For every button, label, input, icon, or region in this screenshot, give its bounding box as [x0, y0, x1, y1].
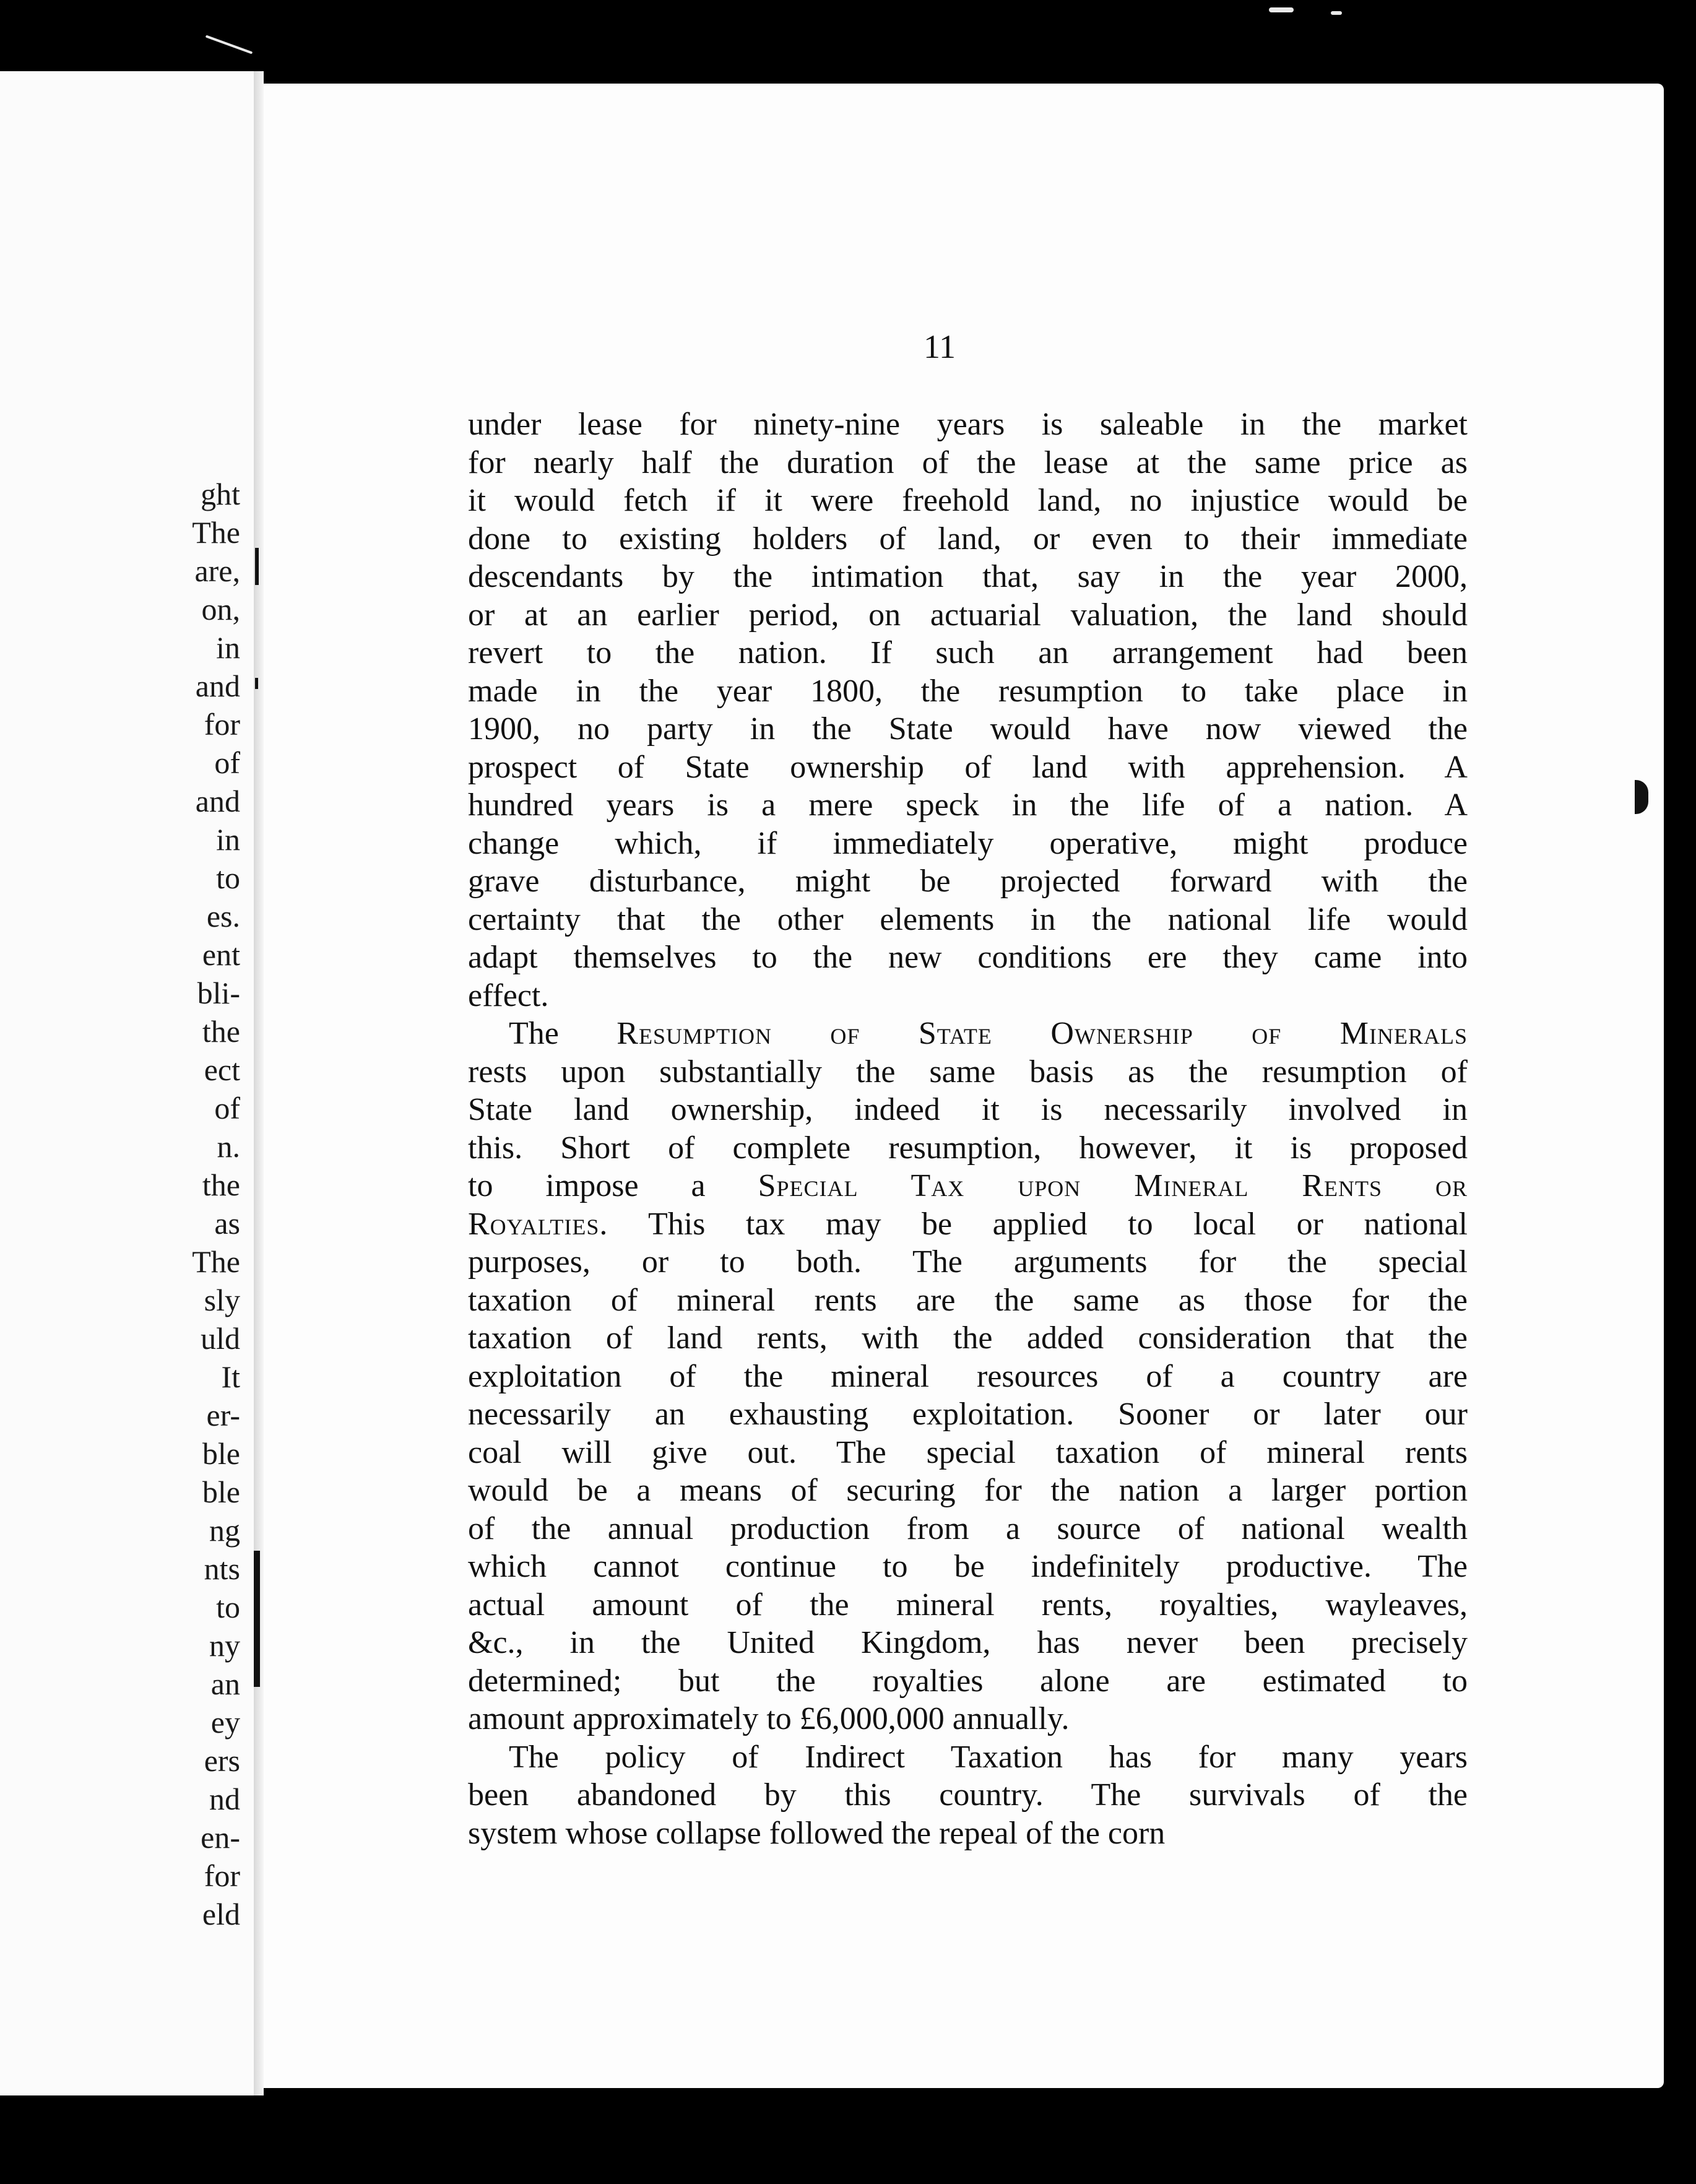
left-page-line: It: [221, 1359, 240, 1394]
text-line: this. Short of complete resumption, however, it is proposed: [468, 1130, 1468, 1166]
left-page-line: n.: [217, 1129, 240, 1164]
paragraph: [468, 405, 1468, 1015]
text-line: would be a means of securing for the nation a larger portion: [468, 1473, 1468, 1508]
left-page: [0, 71, 256, 2095]
text-line: effect.: [468, 977, 549, 1013]
text-line: grave disturbance, might be projected forward with the: [468, 864, 1468, 899]
text-line: taxation of mineral rents are the same as those for the: [468, 1282, 1468, 1318]
text-line: actual amount of the mineral rents, royalties, wayleaves,: [468, 1587, 1468, 1623]
left-page-line: and: [195, 669, 240, 703]
text-line: of the annual production from a source of national wealth: [468, 1510, 1468, 1546]
gutter-mark: [254, 1625, 260, 1687]
text-line: certainty that the other elements in the national life would: [468, 901, 1468, 937]
text-line: prospect of State ownership of land with apprehension. A: [468, 749, 1468, 785]
left-page-line: ect: [204, 1052, 240, 1087]
text-line: The policy of Indirect Taxation has for many years: [509, 1739, 1468, 1775]
text-run: This tax may be applied to local or national: [608, 1206, 1468, 1242]
left-page-line: nd: [209, 1782, 240, 1816]
scan-speck: [1269, 7, 1294, 12]
left-page-line: uld: [201, 1321, 240, 1356]
left-page-line: sly: [204, 1283, 240, 1317]
text-line: been abandoned by this country. The survivals of the: [468, 1777, 1468, 1813]
left-page-line: of: [214, 1091, 240, 1125]
page-edge-mark: [1635, 780, 1648, 814]
left-page-text-edge: [154, 475, 240, 1933]
left-page-line: to: [216, 1590, 240, 1624]
gutter-mark: [254, 1551, 260, 1631]
text-line: made in the year 1800, the resumption to take place in: [468, 673, 1468, 709]
text-line: done to existing holders of land, or even to their immediate: [468, 521, 1468, 557]
left-page-line: for: [204, 1858, 240, 1893]
text-line: change which, if immediately operative, might produce: [468, 825, 1468, 861]
left-page-line: the: [202, 1014, 240, 1049]
left-page-line: nts: [204, 1551, 240, 1586]
text-line: exploitation of the mineral resources of a country are: [468, 1358, 1468, 1394]
left-page-line: The: [192, 515, 240, 550]
text-line: State land ownership, indeed it is necessarily involved in: [468, 1092, 1468, 1127]
left-page-line: on,: [201, 592, 240, 626]
left-page-line: of: [214, 745, 240, 780]
text-line: revert to the nation. If such an arrangement had been: [468, 635, 1468, 670]
left-page-line: to: [216, 860, 240, 895]
left-page-line: ent: [202, 937, 240, 972]
scan-speck: [1331, 11, 1342, 15]
left-page-line: bli-: [197, 976, 240, 1010]
small-caps-heading: Special Tax upon Mineral Rents or: [758, 1168, 1468, 1203]
text-line: determined; but the royalties alone are estimated to: [468, 1663, 1468, 1699]
text-line: it would fetch if it were freehold land, no injustice would be: [468, 483, 1468, 518]
left-page-line: en-: [201, 1820, 240, 1855]
left-page-line: in: [216, 630, 240, 665]
text-line: [468, 1205, 1468, 1244]
text-line: purposes, or to both. The arguments for the special: [468, 1244, 1468, 1280]
text-run: The: [509, 1016, 617, 1051]
left-page-line: ght: [201, 477, 240, 511]
left-page-line: es.: [206, 899, 240, 934]
text-line: under lease for ninety-nine years is saleable in the market: [468, 407, 1468, 442]
page-body: [468, 405, 1468, 1852]
text-line: [468, 1167, 1468, 1205]
paragraph: [468, 1015, 1468, 1738]
text-line: descendants by the intimation that, say in the year 2000,: [468, 559, 1468, 594]
left-page-line: in: [216, 822, 240, 857]
text-line: necessarily an exhausting exploitation. Sooner or later our: [468, 1397, 1468, 1432]
text-line: system whose collapse followed the repeal of the corn: [468, 1815, 1166, 1851]
left-page-line: eld: [202, 1897, 240, 1931]
text-line: rests upon substantially the same basis as the resumption of: [468, 1054, 1468, 1090]
text-line: amount approximately to £6,000,000 annually.: [468, 1701, 1070, 1736]
small-caps-heading: Resumption of State Ownership of Minerals: [617, 1016, 1468, 1051]
text-line: coal will give out. The special taxation of mineral rents: [468, 1434, 1468, 1470]
text-line: hundred years is a mere speck in the life of a nation. A: [468, 787, 1468, 823]
paragraph: [468, 1738, 1468, 1853]
left-page-line: The: [192, 1244, 240, 1279]
left-page-line: for: [204, 707, 240, 742]
book-gutter: [254, 71, 264, 2095]
left-page-line: ey: [210, 1705, 240, 1740]
text-line: or at an earlier period, on actuarial valuation, the land should: [468, 597, 1468, 633]
left-page-line: and: [195, 784, 240, 818]
text-line: taxation of land rents, with the added consideration that the: [468, 1320, 1468, 1356]
text-line: for nearly half the duration of the lease at the same price as: [468, 444, 1468, 480]
text-line: [468, 1015, 1468, 1053]
left-page-line: as: [214, 1206, 240, 1241]
left-page-line: are,: [194, 553, 240, 588]
right-page: [264, 84, 1664, 2088]
page-number-text: 11: [924, 328, 956, 365]
text-line: adapt themselves to the new conditions ere they came into: [468, 940, 1468, 975]
left-page-line: an: [210, 1666, 240, 1701]
small-caps-heading: Royalties.: [468, 1206, 608, 1242]
left-page-line: ble: [202, 1475, 240, 1509]
left-page-line: ny: [209, 1628, 240, 1663]
text-run: to impose a: [468, 1168, 758, 1203]
text-line: 1900, no party in the State would have now viewed the: [468, 711, 1468, 747]
gutter-mark: [255, 678, 258, 689]
left-page-line: ng: [209, 1513, 240, 1548]
text-line: which cannot continue to be indefinitely productive. The: [468, 1549, 1468, 1584]
scan-speck: [206, 35, 253, 54]
left-page-line: er-: [206, 1398, 240, 1432]
text-line: &c., in the United Kingdom, has never been precisely: [468, 1625, 1468, 1660]
gutter-mark: [255, 548, 259, 585]
left-page-line: ble: [202, 1436, 240, 1471]
left-page-line: ers: [204, 1743, 240, 1778]
left-page-line: the: [202, 1168, 240, 1202]
